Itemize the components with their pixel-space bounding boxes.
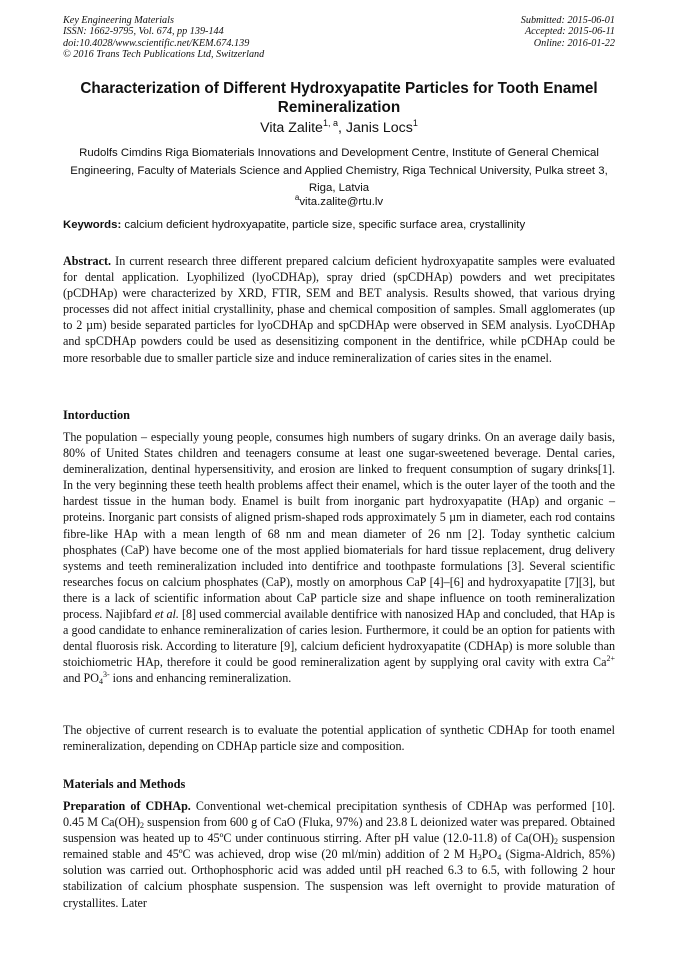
dates-header [521, 15, 615, 49]
po-charge: 3- [102, 670, 110, 680]
email-address[interactable]: vita.zalite@rtu.lv [299, 196, 384, 208]
intro-text-c: and PO [63, 671, 99, 686]
prep-text-5: (Sigma-Aldrich, 85%) solution was carried out. Orthophosphoric acid was added until pH reached 6.3 to 6.5, with following 2 hour stabilization of calcium phosphate suspension. The suspension was left overnight to provide maturation of crystallites. Later [63, 847, 615, 910]
journal-name: Key Engineering Materials [63, 15, 174, 26]
affiliation: Rudolfs Cimdins Riga Biomaterials Innovations and Development Centre, Institute of General Chemical Engineering, Faculty of Materials Science and Applied Chemistry, Riga Technical University, Pulka street 3, Riga, Latvia [70, 147, 608, 194]
email-line [63, 194, 615, 210]
prep-sub-4: 4 [497, 853, 502, 863]
doi[interactable]: doi:10.4028/www.scientific.net/KEM.674.139 [63, 37, 250, 49]
prep-text-2: suspension from 600 g of CaO (Fluka, 97%) and 23.8 L deionized water was prepared. Obtained suspension was heated up to 45ºC under continuous stirring. After pH value (12.0-11.8) of Ca(OH) [63, 815, 615, 846]
author-2-affiliation: 1 [412, 118, 418, 128]
paper-title: Characterization of Different Hydroxyapatite Particles for Tooth Enamel Remineralization [80, 80, 598, 116]
author-1: Vita Zalite [260, 120, 323, 136]
preparation-label: Preparation of CDHAp. [63, 799, 191, 813]
prep-sub-1: 2 [140, 821, 145, 831]
abstract [63, 253, 615, 366]
prep-text-4: PO [481, 847, 498, 862]
submitted-date: Submitted: 2015-06-01 [520, 15, 615, 26]
methods-heading: Materials and Methods [63, 777, 186, 791]
keywords-text: calcium deficient hydroxyapatite, particle size, specific surface area, crystallinity [121, 219, 526, 231]
intro-text-b: [8] used commercial available dentifrice with nanosized HAp and concluded, that HAp is a good candidate to enhance remineralization of caries lesion. Furthermore, it could be an option for patients with dental fluorosis risk. According to literature [9], calcium deficient hydroxyapatite (CDHAp) is more soluble than stoichiometric HAp, therefore it could be good remineralization agent by supplying oral cavity with extra Ca [63, 607, 616, 670]
abstract-text: In current research three different prepared calcium deficient hydroxyapatite samples were evaluated for dental application. Lyophilized (lyoCDHAp), spray dried (spCDHAp) powders and wet precipitates (pCDHAp) were characterized by XRD, FTIR, SEM and BET analysis. Results showed, that various drying processes did not affect initial crystallinity, phase and chemical composition of samples. Small agglomerates (up to 2 µm) beside separated particles for lyoCDHAp and spCDHAp were observed in SEM analysis. LyoCDHAp and spCDHAp powders could be used as desensitizing component in the dentifrice, while pCDHAp could be more resorbable due to smaller particle size and induce remineralization of caries sites in the enamel. [63, 254, 615, 365]
introduction-heading: Intorduction [63, 408, 130, 422]
journal-header [63, 15, 264, 60]
copyright: © 2016 Trans Tech Publications Ltd, Switzerland [63, 48, 265, 60]
keywords-label: Keywords: [63, 219, 122, 231]
author-separator: , [337, 120, 346, 136]
online-date: Online: 2016-01-22 [533, 37, 615, 49]
ca-charge: 2+ [606, 654, 615, 664]
prep-sub-2: 2 [554, 837, 558, 847]
prep-text-3: suspension remained stable and 45ºC was achieved, drop wise (20 ml/min) addition of 2 M H [63, 831, 615, 862]
keywords [63, 217, 615, 233]
prep-text-1: Conventional wet-chemical precipitation synthesis of CDHAp was performed [10]. 0.45 M Ca(OH) [63, 799, 615, 830]
intro-text-d: ions and enhancing remineralization. [109, 671, 292, 686]
accepted-date: Accepted: 2015-06-11 [524, 26, 615, 38]
author-line [63, 119, 615, 137]
author-1-affiliation: 1, a [322, 118, 338, 128]
objective-paragraph: The objective of current research is to evaluate the potential application of synthetic CDHAp for tooth enamel remineralization, depending on CDHAp particle size and composition. [63, 723, 615, 754]
intro-text-a: The population – especially young people, consumes high numbers of sugary drinks. On an average daily basis, 80% of United States children and teenagers consume at least one sugar-sweetened beverage. Dental caries, demineralization, dentinal hypersensitivity, and erosion are linked to frequent consumption of sugary drinks[1]. In the very beginning these teeth health problems affect their enamel, which is the outer layer of the tooth and the hardest tissue in the human body. Enamel is built from inorganic part hydroxyapatite (HAp) and organic – proteins. Inorganic part consists of aligned prism-shaped rods approximately 5 µm in diameter, each rod contains fibre-like HAp with a mean length of 68 nm and mean diameter of 26 nm [2]. Today synthetic calcium phosphates (CaP) have become one of the most applied biomaterials for hard tissue replacement, drug delivery systems and teeth remineralization included into dentifrice and toothpaste formulations [3]. Several scientific researches focus on calcium phosphates (CaP), mostly on amorphous CaP [4]–[6] and hydroxyapatite [7][3], but there is a lack of scientific information about CaP particle size and shape influence on tooth remineralization process. Najibfard [63, 430, 615, 622]
author-2: Janis Locs [345, 120, 413, 136]
preparation-paragraph [63, 798, 615, 911]
introduction-paragraph [63, 429, 615, 687]
abstract-label: Abstract. [63, 254, 112, 268]
issn: ISSN: 1662-9795, Vol. 674, pp 139-144 [63, 26, 224, 38]
intro-et-al: et al. [154, 607, 179, 622]
po-subscript: 4 [98, 677, 103, 687]
email-marker: a [294, 193, 300, 202]
prep-sub-3: 3 [477, 853, 482, 863]
